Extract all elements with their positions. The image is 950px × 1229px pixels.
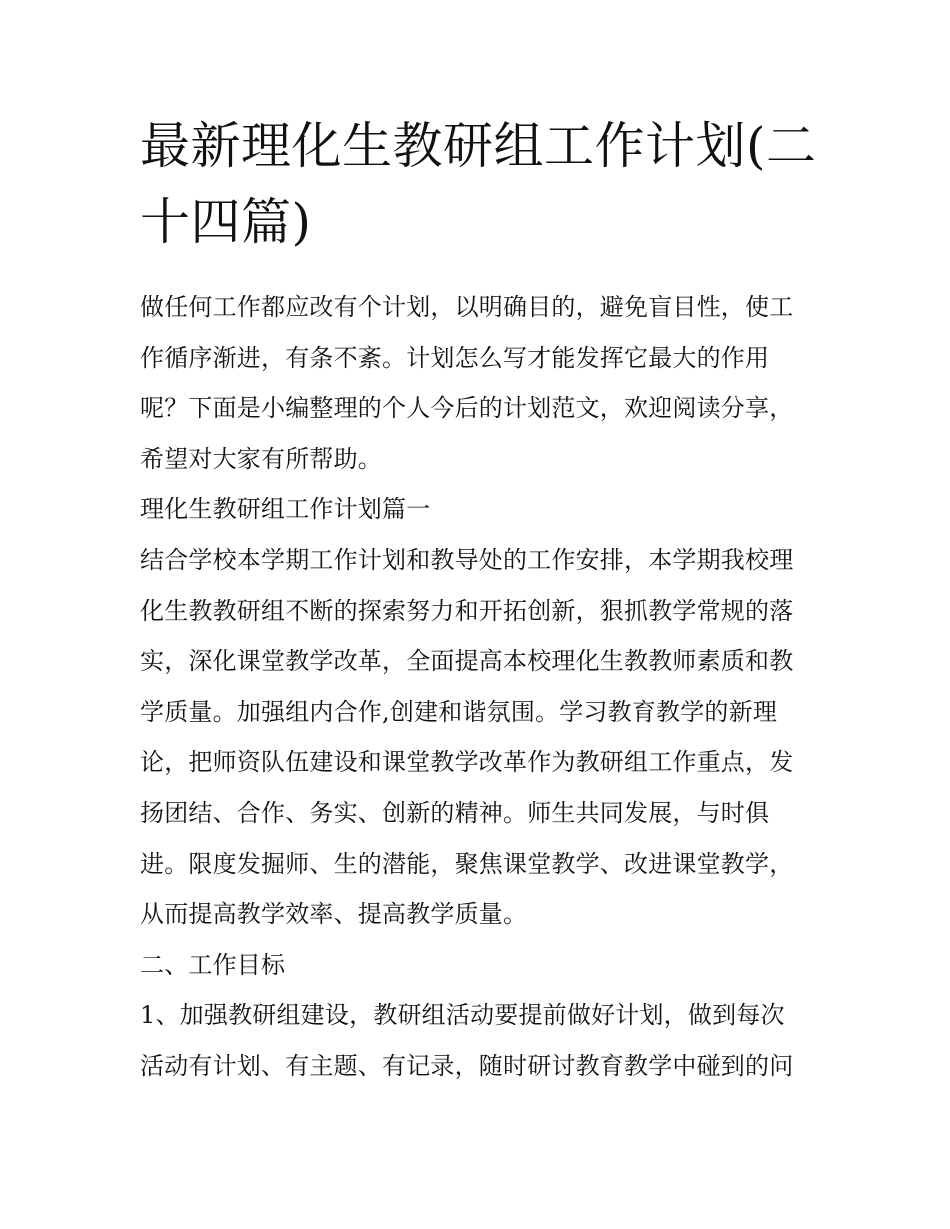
- paragraph-line-7: 进。限度发掘师、生的潜能，聚焦课堂教学、改进课堂教学，: [140, 849, 794, 878]
- document-page: [140, 108, 820, 1092]
- paragraph-line-1: 结合学校本学期工作计划和教导处的工作安排，本学期我校理: [140, 545, 794, 574]
- paragraph-line-5: 论，把师资队伍建设和课堂教学改革作为教研组工作重点，发: [140, 748, 794, 777]
- document-body: [140, 282, 820, 1092]
- section-heading-work-goals: 二、工作目标: [140, 950, 286, 979]
- goal-item-1-line-2: 活动有计划、有主题、有记录，随时研讨教育教学中碰到的问: [140, 1051, 794, 1080]
- title-line-2: 十四篇): [140, 193, 312, 251]
- intro-line-2: 作循序渐进，有条不紊。计划怎么写才能发挥它最大的作用: [140, 343, 770, 372]
- title-line-1: 最新理化生教研组工作计划(二: [140, 117, 817, 175]
- intro-line-3: 呢？下面是小编整理的个人今后的计划范文，欢迎阅读分享，: [140, 394, 794, 423]
- intro-line-1: 做任何工作都应改有个计划，以明确目的，避免盲目性，使工: [140, 293, 794, 321]
- intro-line-4: 希望对大家有所帮助。: [140, 444, 382, 473]
- paragraph-line-4: 学质量。加强组内合作,创建和谐氛围。学习教育教学的新理: [140, 697, 778, 726]
- document-title: [140, 108, 820, 260]
- paragraph-line-8: 从而提高教学效率、提高教学质量。: [140, 900, 528, 929]
- section-heading-part-1: 理化生教研组工作计划篇一: [140, 495, 431, 524]
- paragraph-line-3: 实，深化课堂教学改革，全面提高本校理化生教教师素质和教: [140, 647, 794, 676]
- goal-item-1-line-1: 1、加强教研组建设，教研组活动要提前做好计划，做到每次: [140, 1001, 785, 1030]
- paragraph-line-2: 化生教教研组不断的探索努力和开拓创新，狠抓教学常规的落: [140, 596, 794, 625]
- paragraph-line-6: 扬团结、合作、务实、创新的精神。师生共同发展，与时俱: [140, 798, 770, 827]
